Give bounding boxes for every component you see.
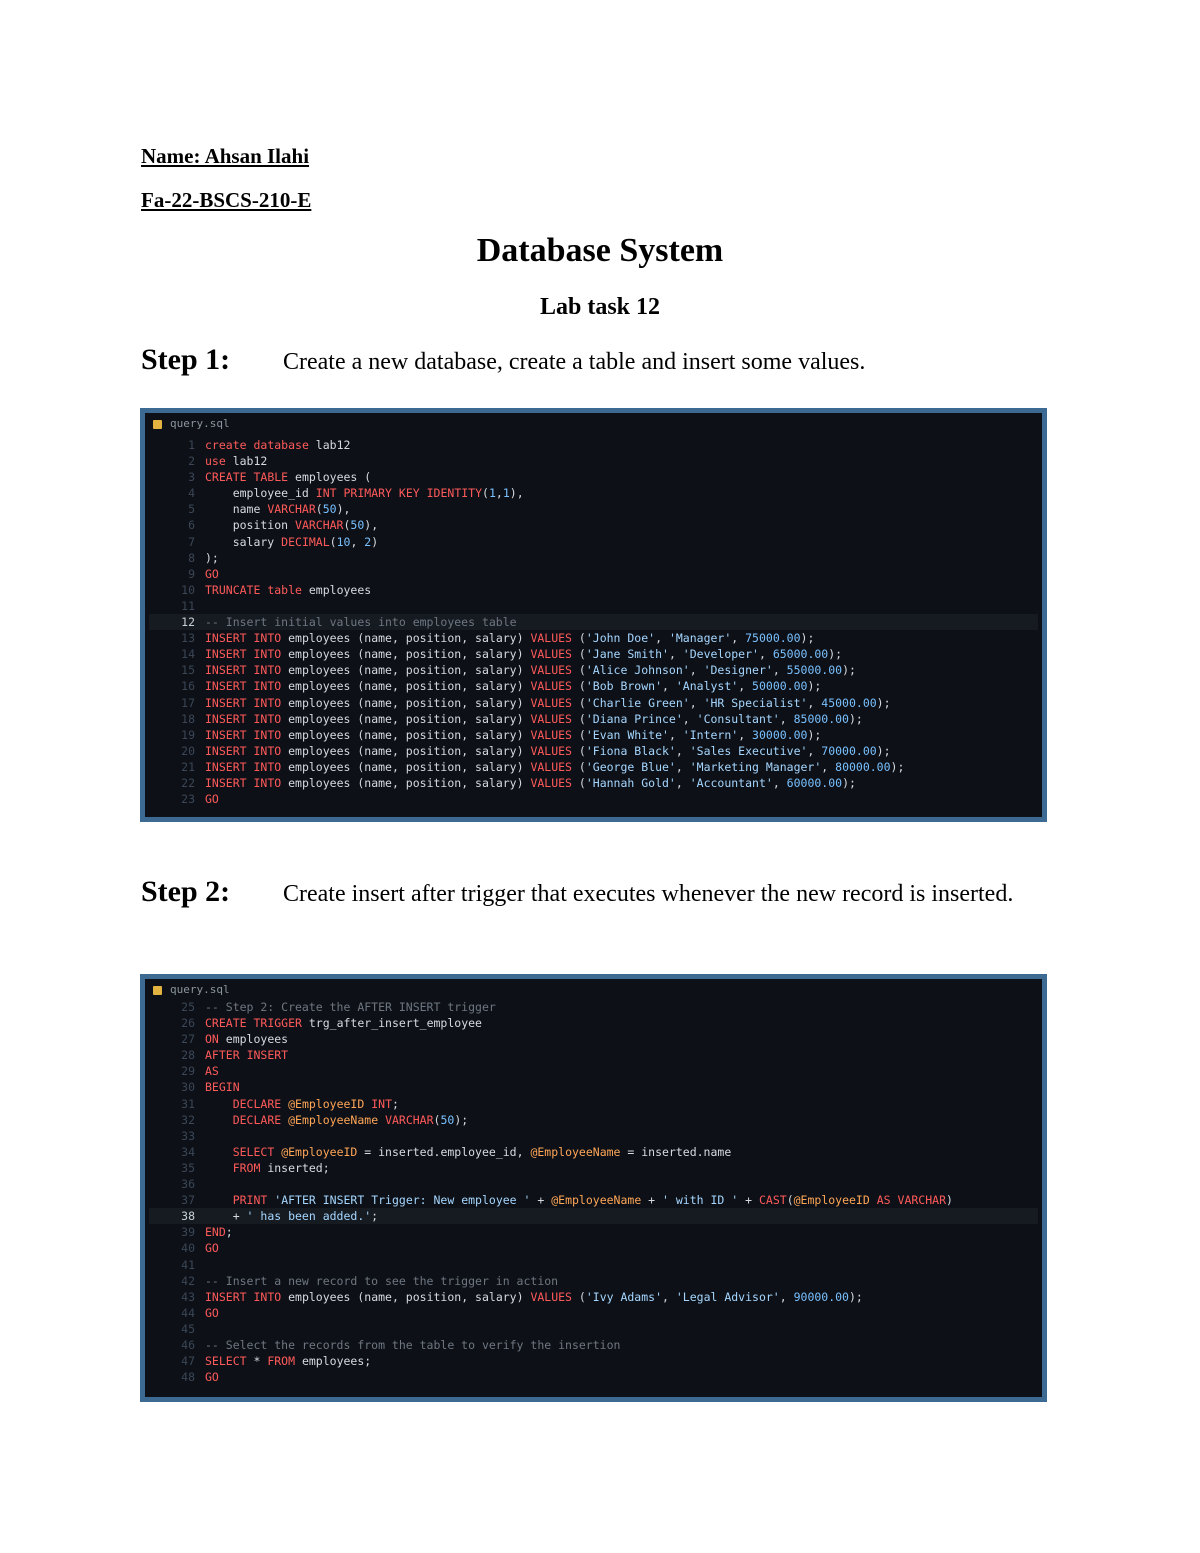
code-text: -- Insert a new record to see the trigger in action <box>205 1273 559 1288</box>
code-text: name VARCHAR(50), <box>205 502 351 517</box>
code-line <box>149 759 1038 775</box>
code-text: position VARCHAR(50), <box>205 518 379 533</box>
code-line <box>149 1273 1038 1289</box>
line-number: 20 <box>181 743 195 758</box>
step-2 <box>141 874 1041 912</box>
line-number: 46 <box>181 1337 195 1352</box>
code-text: INSERT INTO employees (name, position, salary) VALUES ('Charlie Green', 'HR Specialist', 45000.00); <box>205 695 891 710</box>
line-number: 40 <box>181 1241 195 1256</box>
line-number: 15 <box>181 663 195 678</box>
code-line <box>149 485 1038 501</box>
code-line <box>149 501 1038 517</box>
line-number: 27 <box>181 1032 195 1047</box>
line-number: 14 <box>181 647 195 662</box>
line-number: 47 <box>181 1354 195 1369</box>
line-number: 8 <box>188 550 195 565</box>
code-text: ON employees <box>205 1032 289 1047</box>
line-number: 37 <box>181 1193 195 1208</box>
line-number: 4 <box>188 486 195 501</box>
line-number: 3 <box>188 470 195 485</box>
code-line <box>149 775 1038 791</box>
code-text: BEGIN <box>205 1080 240 1095</box>
line-number: 32 <box>181 1112 195 1127</box>
code-line <box>149 711 1038 727</box>
line-number: 42 <box>181 1273 195 1288</box>
line-number: 5 <box>188 502 195 517</box>
file-icon <box>153 420 162 429</box>
line-number: 26 <box>181 1016 195 1031</box>
code-text: DECLARE @EmployeeName VARCHAR(50); <box>232 1112 469 1127</box>
code-line <box>149 646 1038 662</box>
code-text: SELECT * FROM employees; <box>205 1354 372 1369</box>
code-line <box>149 678 1038 694</box>
code-line <box>149 1128 1038 1144</box>
line-number: 13 <box>181 631 195 646</box>
code-line <box>149 1079 1038 1095</box>
code-text: GO <box>205 1241 219 1256</box>
code-line <box>149 550 1038 566</box>
line-number: 38 <box>181 1209 195 1224</box>
code-line <box>149 695 1038 711</box>
line-number: 9 <box>188 566 195 581</box>
code-text: AS <box>205 1064 219 1079</box>
code-text: salary DECIMAL(10, 2) <box>205 534 379 549</box>
line-number: 6 <box>188 518 195 533</box>
code-line <box>149 534 1038 550</box>
editor-tab-label: query.sql <box>170 983 230 996</box>
line-number: 39 <box>181 1225 195 1240</box>
code-text: INSERT INTO employees (name, position, salary) VALUES ('Fiona Black', 'Sales Executive', 70000.00); <box>205 743 891 758</box>
step-1-text: Create a new database, create a table and insert some values. <box>283 349 866 375</box>
line-number: 31 <box>181 1096 195 1111</box>
code-line <box>149 614 1038 630</box>
step-1-label: Step 1: <box>141 343 231 376</box>
line-number: 35 <box>181 1160 195 1175</box>
code-text: INSERT INTO employees (name, position, salary) VALUES ('Diana Prince', 'Consultant', 85000.00); <box>205 711 863 726</box>
code-line <box>149 1224 1038 1240</box>
code-text: GO <box>205 792 219 807</box>
code-line <box>149 1031 1038 1047</box>
code-text: DECLARE @EmployeeID INT; <box>232 1096 399 1111</box>
line-number: 12 <box>181 615 195 630</box>
editor-tab <box>153 983 230 997</box>
line-number: 28 <box>181 1048 195 1063</box>
line-number: 10 <box>181 582 195 597</box>
line-number: 44 <box>181 1305 195 1320</box>
code-line <box>149 1289 1038 1305</box>
code-text: INSERT INTO employees (name, position, salary) VALUES ('Bob Brown', 'Analyst', 50000.00); <box>205 679 822 694</box>
line-number: 30 <box>181 1080 195 1095</box>
page-subtitle: Lab task 12 <box>539 294 661 320</box>
code-line <box>149 1369 1038 1385</box>
code-line <box>149 727 1038 743</box>
code-line <box>149 999 1038 1015</box>
line-number: 11 <box>181 598 195 613</box>
code-line <box>149 566 1038 582</box>
code-area <box>149 437 1038 807</box>
code-line <box>149 1160 1038 1176</box>
code-text: -- Step 2: Create the AFTER INSERT trigger <box>205 1000 496 1014</box>
code-line <box>149 469 1038 485</box>
code-text: INSERT INTO employees (name, position, salary) VALUES ('John Doe', 'Manager', 75000.00); <box>205 631 815 646</box>
line-number: 17 <box>181 695 195 710</box>
code-text: + ' has been added.'; <box>205 1209 379 1224</box>
code-line <box>149 743 1038 759</box>
code-line <box>149 1353 1038 1369</box>
code-line <box>149 1112 1038 1128</box>
code-text: INSERT INTO employees (name, position, salary) VALUES ('Evan White', 'Intern', 30000.00); <box>205 727 822 742</box>
code-text: INSERT INTO employees (name, position, salary) VALUES ('Hannah Gold', 'Accountant', 60000.00); <box>205 775 856 790</box>
step-2-label: Step 2: <box>141 875 231 908</box>
code-text: CREATE TRIGGER trg_after_insert_employee <box>205 1016 482 1031</box>
editor-tab <box>153 417 230 431</box>
code-line <box>149 1208 1038 1224</box>
code-line <box>149 453 1038 469</box>
line-number: 2 <box>188 454 195 469</box>
line-number: 34 <box>181 1144 195 1159</box>
code-line <box>149 1192 1038 1208</box>
line-number: 16 <box>181 679 195 694</box>
code-line <box>149 1305 1038 1321</box>
line-number: 7 <box>188 534 195 549</box>
code-area <box>149 999 1038 1385</box>
line-number: 45 <box>181 1321 195 1336</box>
code-line <box>149 1337 1038 1353</box>
code-text: create database lab12 <box>205 438 351 452</box>
code-text: TRUNCATE table employees <box>205 582 372 597</box>
code-line <box>149 1144 1038 1160</box>
code-text: ); <box>205 550 219 565</box>
code-text: INSERT INTO employees (name, position, salary) VALUES ('Jane Smith', 'Developer', 65000.00); <box>205 647 843 662</box>
code-line <box>149 582 1038 598</box>
code-text: employee_id INT PRIMARY KEY IDENTITY(1,1), <box>205 486 524 501</box>
code-screenshot-2 <box>140 974 1047 1402</box>
step-2-text: Create insert after trigger that executes whenever the new record is inserted. <box>283 881 1014 907</box>
code-line <box>149 1321 1038 1337</box>
code-line <box>149 630 1038 646</box>
code-text: SELECT @EmployeeID = inserted.employee_id, @EmployeeName = inserted.name <box>232 1144 732 1159</box>
student-name: Name: Ahsan Ilahi <box>141 144 310 168</box>
code-line <box>149 1176 1038 1192</box>
code-text: INSERT INTO employees (name, position, salary) VALUES ('Ivy Adams', 'Legal Advisor', 90000.00); <box>205 1289 863 1304</box>
step-1 <box>141 342 1041 380</box>
code-text: INSERT INTO employees (name, position, salary) VALUES ('Alice Johnson', 'Designer', 55000.00); <box>205 663 856 678</box>
line-number: 21 <box>181 759 195 774</box>
line-number: 36 <box>181 1177 195 1192</box>
line-number: 29 <box>181 1064 195 1079</box>
code-line <box>149 437 1038 453</box>
line-number: 23 <box>181 792 195 807</box>
code-text: CREATE TABLE employees ( <box>205 470 372 485</box>
code-text: -- Select the records from the table to verify the insertion <box>205 1337 621 1352</box>
code-screenshot-1 <box>140 408 1047 822</box>
line-number: 18 <box>181 711 195 726</box>
code-line <box>149 1240 1038 1256</box>
code-text: GO <box>205 1370 219 1385</box>
code-line <box>149 1096 1038 1112</box>
page-title: Database System <box>476 232 724 269</box>
file-icon <box>153 986 162 995</box>
line-number: 25 <box>181 1000 195 1014</box>
code-text: -- Insert initial values into employees table <box>205 615 517 630</box>
line-number: 41 <box>181 1257 195 1272</box>
code-text: AFTER INSERT <box>205 1048 289 1063</box>
line-number: 43 <box>181 1289 195 1304</box>
code-text: FROM inserted; <box>232 1160 330 1175</box>
code-line <box>149 598 1038 614</box>
registration-number: Fa-22-BSCS-210-E <box>141 188 312 212</box>
code-line <box>149 517 1038 533</box>
line-number: 33 <box>181 1128 195 1143</box>
line-number: 48 <box>181 1370 195 1385</box>
code-line <box>149 1047 1038 1063</box>
line-number: 19 <box>181 727 195 742</box>
line-number: 22 <box>181 775 195 790</box>
code-text: PRINT 'AFTER INSERT Trigger: New employee ' + @EmployeeName + ' with ID ' + CAST(@EmployeeID AS VARCHAR) <box>232 1193 953 1208</box>
code-text: GO <box>205 1305 219 1320</box>
code-text: INSERT INTO employees (name, position, salary) VALUES ('George Blue', 'Marketing Manager', 80000.00); <box>205 759 905 774</box>
code-text: use lab12 <box>205 454 268 469</box>
code-text: GO <box>205 566 219 581</box>
code-line <box>149 662 1038 678</box>
code-line <box>149 1015 1038 1031</box>
code-line <box>149 1063 1038 1079</box>
code-text: END; <box>205 1225 233 1240</box>
code-line <box>149 791 1038 807</box>
code-line <box>149 1257 1038 1273</box>
line-number: 1 <box>188 438 195 452</box>
editor-tab-label: query.sql <box>170 417 230 430</box>
